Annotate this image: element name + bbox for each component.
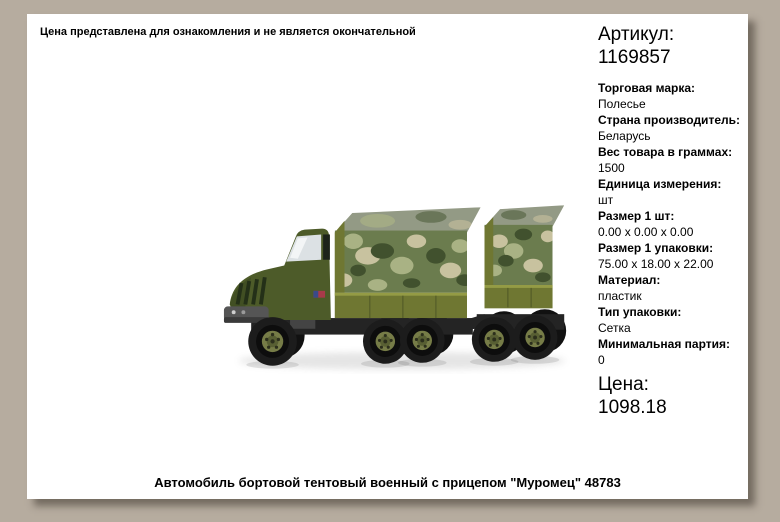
field-value: 0 xyxy=(598,353,605,367)
field-value: Беларусь xyxy=(598,129,651,143)
trailer-canvas-side xyxy=(485,225,555,285)
field-country xyxy=(598,112,770,144)
headlight xyxy=(232,310,236,314)
field-label: Торговая марка: xyxy=(598,81,696,95)
product-photo-military-truck xyxy=(222,196,572,374)
price-label: Цена: xyxy=(598,374,649,395)
front-wheel xyxy=(248,317,297,366)
trailer-board-lip xyxy=(485,285,553,288)
truck-cab xyxy=(224,229,331,329)
field-value: пластик xyxy=(598,289,642,303)
field-value: 75.00 x 18.00 x 22.00 xyxy=(598,257,714,271)
field-package-type xyxy=(598,304,770,336)
truck-side-board xyxy=(335,293,467,318)
field-value: 0.00 x 0.00 x 0.00 xyxy=(598,225,694,239)
field-package-size xyxy=(598,240,770,272)
product-title: Автомобиль бортовой тентовый военный с прицепом "Муромец" 48783 xyxy=(154,475,621,490)
field-brand xyxy=(598,80,770,112)
field-label: Вес товара в граммах: xyxy=(598,145,733,159)
sku-block xyxy=(598,23,770,69)
truck-rear-wheel-2 xyxy=(400,318,445,363)
field-unit xyxy=(598,176,770,208)
field-label: Размер 1 шт: xyxy=(598,209,675,223)
field-value: шт xyxy=(598,193,614,207)
sku-value: 1169857 xyxy=(598,47,671,68)
cab-step xyxy=(290,320,315,329)
field-weight xyxy=(598,144,770,176)
field-value: Полесье xyxy=(598,97,646,111)
field-material xyxy=(598,272,770,304)
field-label: Единица измерения: xyxy=(598,177,722,191)
price-block xyxy=(598,373,770,419)
field-value: 1500 xyxy=(598,161,625,175)
field-item-size xyxy=(598,208,770,240)
trailer-box-front-edge xyxy=(485,217,494,285)
field-label: Минимальная партия: xyxy=(598,337,730,351)
headlight xyxy=(241,310,245,314)
field-label: Размер 1 упаковки: xyxy=(598,241,714,255)
trailer-side-board xyxy=(485,285,553,308)
truck-canvas-side xyxy=(335,231,474,293)
field-min-batch xyxy=(598,336,770,368)
field-label: Материал: xyxy=(598,273,661,287)
field-label: Тип упаковки: xyxy=(598,305,682,319)
door-sticker-blue xyxy=(313,291,318,298)
price-value: 1098.18 xyxy=(598,397,667,418)
side-window xyxy=(323,234,330,259)
field-value: Сетка xyxy=(598,321,631,335)
trailer-cargo-box xyxy=(480,201,569,308)
truck-cargo-box xyxy=(329,202,485,318)
truck-board-lip xyxy=(335,293,467,296)
truck-box-front-edge xyxy=(335,221,345,293)
price-disclaimer-text: Цена представлена для ознакомления и не является окончательной xyxy=(40,26,416,38)
product-card xyxy=(27,14,748,499)
trailer-wheel-2 xyxy=(513,315,558,360)
field-label: Страна производитель: xyxy=(598,113,740,127)
sku-label: Артикул: xyxy=(598,24,675,45)
trailer-wheel-1 xyxy=(472,317,517,362)
product-details-panel xyxy=(598,23,770,419)
